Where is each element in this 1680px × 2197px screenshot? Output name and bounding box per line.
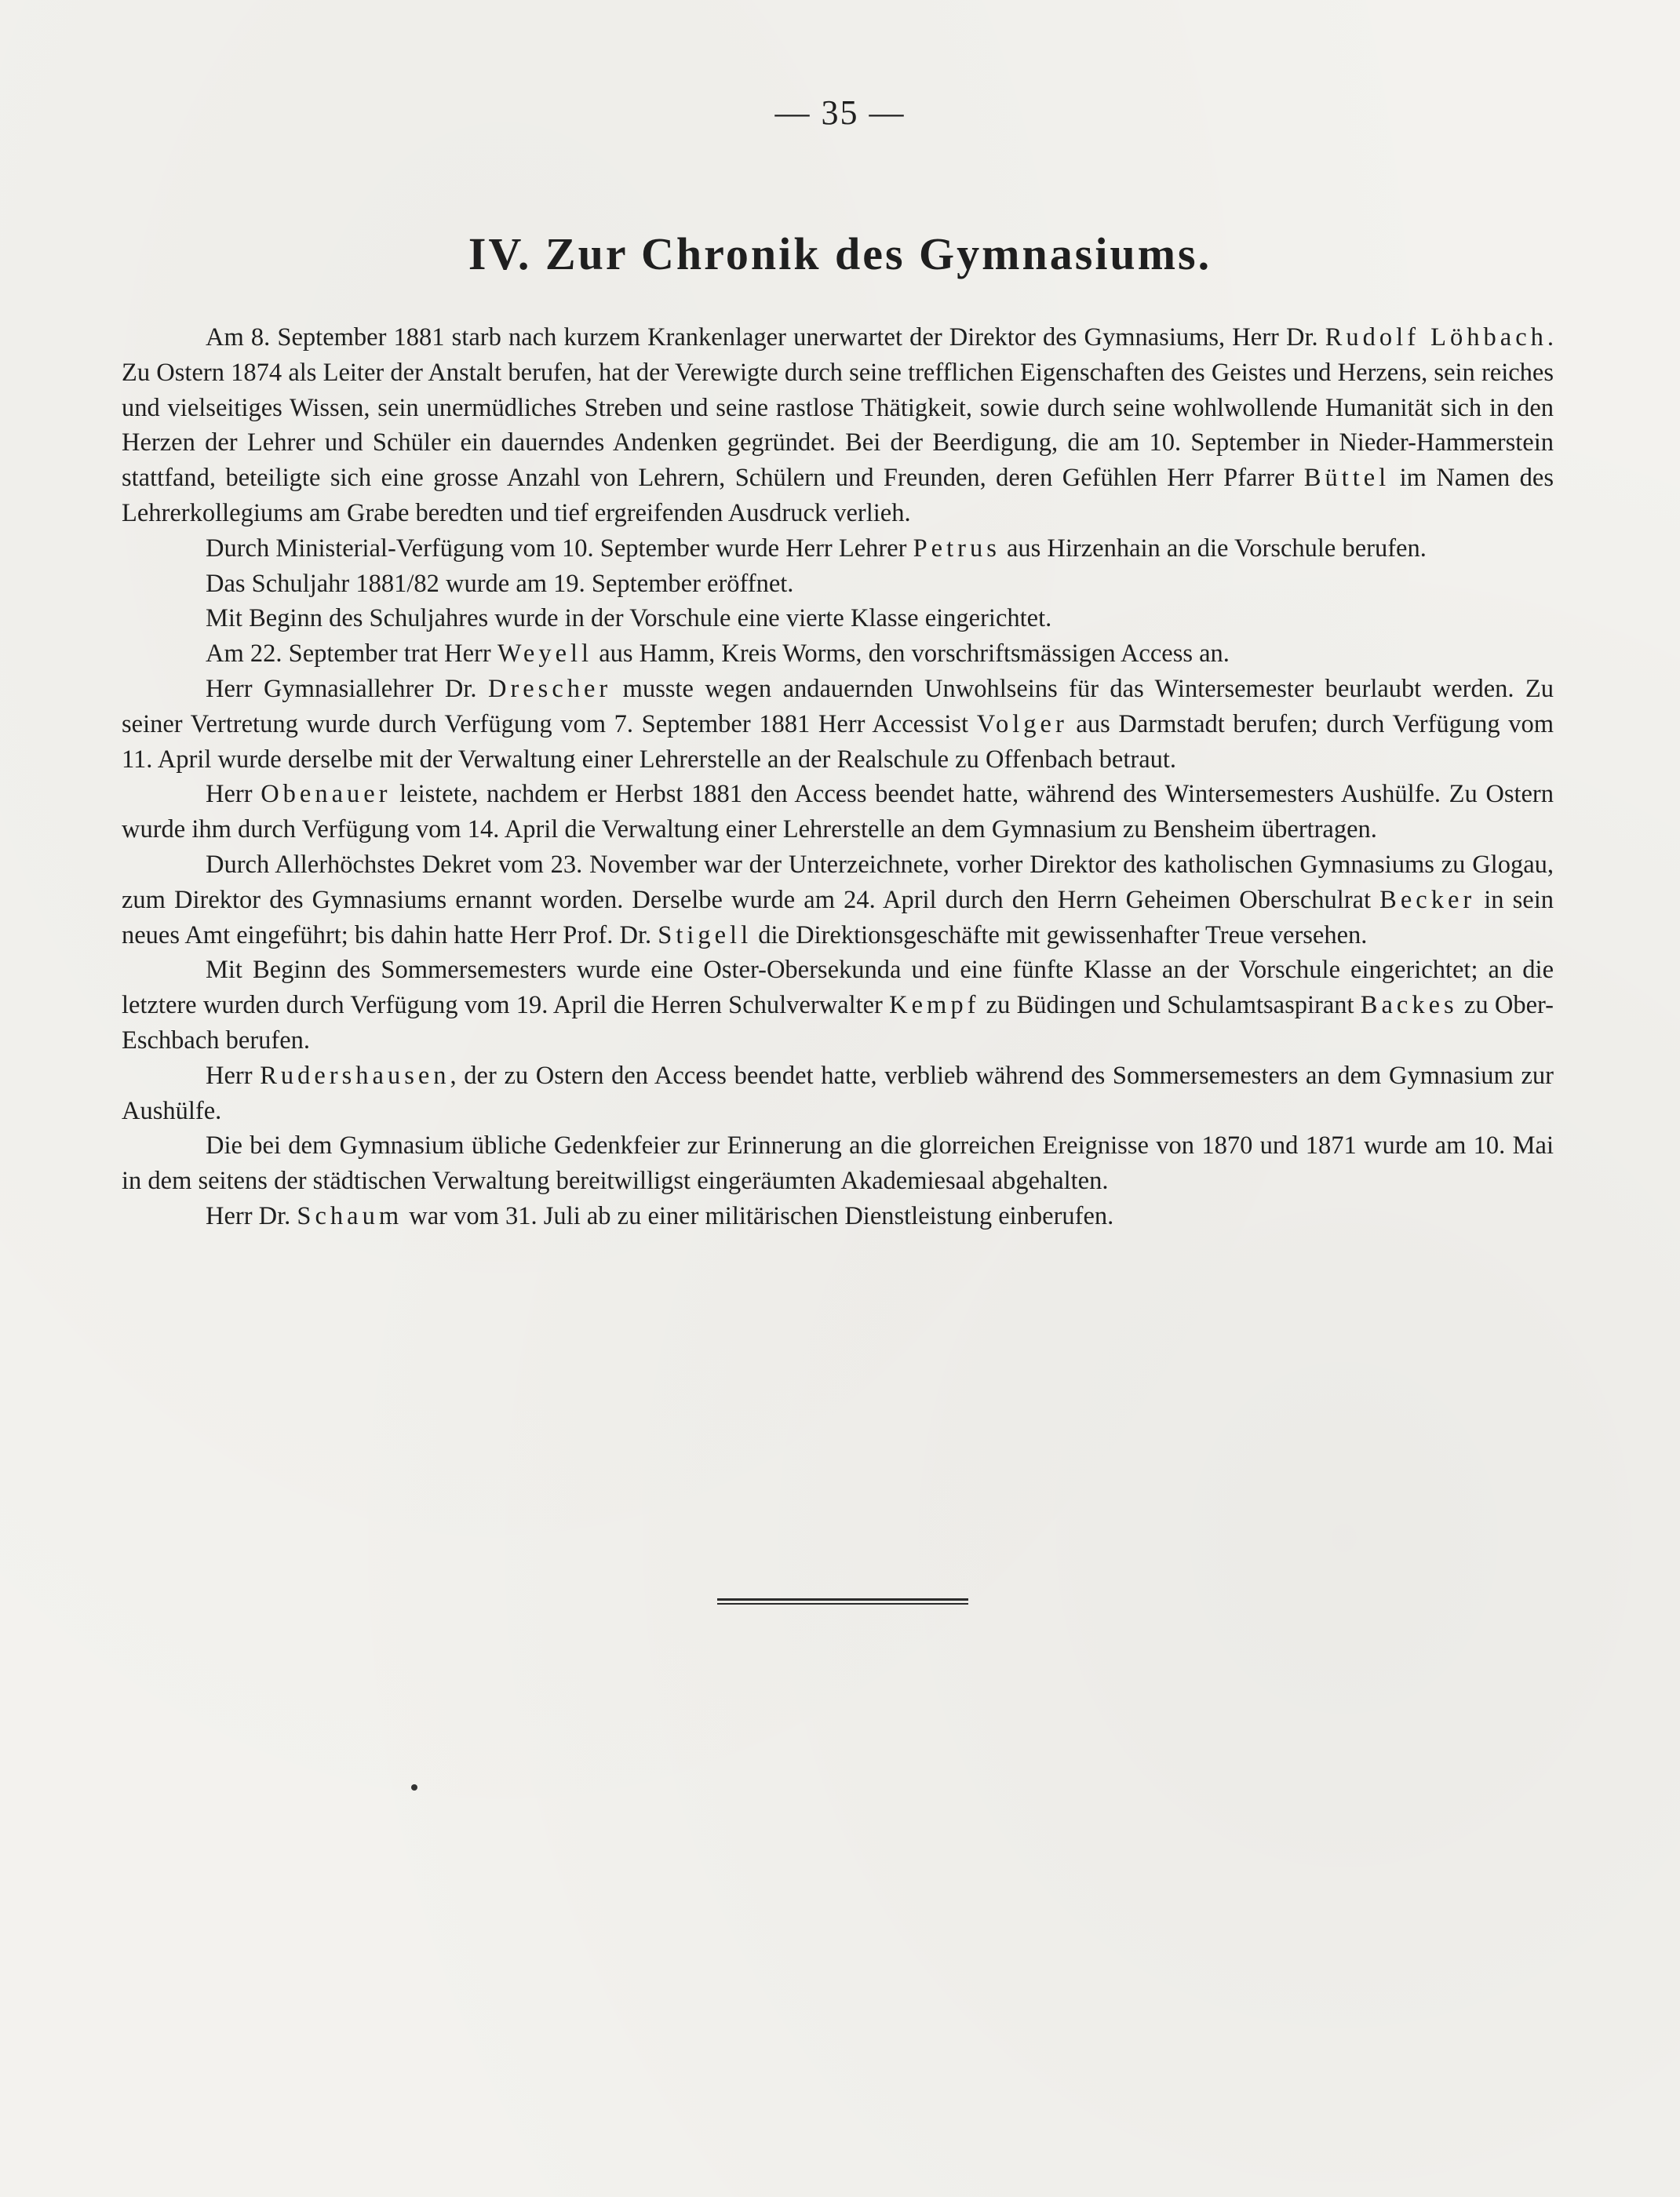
paragraph-text: aus Hamm, Kreis Worms, den vorschriftsmässigen Access an. <box>592 639 1230 669</box>
paragraph-text: Herr <box>206 780 261 809</box>
paragraph-text: Das Schuljahr 1881/82 wurde am 19. September eröffnet. <box>206 569 794 598</box>
spaced-name: Schaum <box>297 1201 403 1230</box>
paragraph-text: musste wegen andauernden Unwohlseins für das Wintersemester beurlaubt werden. Zu seiner Vertretung wurde durch Verfügung vom 7. September 1881 Herr Accessist <box>122 674 1554 738</box>
paragraph-text: in sein neues Amt eingeführt; bis dahin hatte Herr Prof. Dr. <box>122 885 1554 949</box>
paragraph-text: Die bei dem Gymnasium übliche Gedenkfeier zur Erinnerung an die glorreichen Ereignisse von 1870 und 1871 wurde am 10. Mai in dem seitens der städtischen Verwaltung bereitwilligst eingeräumten Akademiesaal abgehalten. <box>122 1131 1554 1196</box>
paragraph-text: Herr Gymnasiallehrer Dr. <box>206 674 488 703</box>
spaced-name: Weyell <box>497 639 593 669</box>
spaced-name: Backes <box>1360 991 1458 1020</box>
paragraph-text: Am 8. September 1881 starb nach kurzem Krankenlager unerwartet der Direktor des Gymnasiums, Herr Dr. <box>206 323 1325 352</box>
paragraph-text: , der zu Ostern den Access beendet hatte, verblieb während des Sommersemesters an dem Gymnasium zur Aushülfe. <box>122 1061 1554 1125</box>
paragraph <box>122 601 1554 636</box>
spaced-name: Kempf <box>889 991 980 1020</box>
paragraph-text: Am 22. September trat Herr <box>206 639 497 669</box>
paragraph <box>122 777 1554 847</box>
paragraph-text: Durch Ministerial-Verfügung vom 10. September wurde Herr Lehrer <box>206 534 913 563</box>
spaced-name: Obenauer <box>261 780 392 809</box>
page-number: — 35 — <box>774 93 906 132</box>
paragraph-text: die Direktionsgeschäfte mit gewissenhafter Treue versehen. <box>752 920 1368 949</box>
paragraph <box>122 847 1554 953</box>
paragraph-text: aus Darmstadt berufen; durch Verfügung vom 11. April wurde derselbe mit der Verwaltung einer Lehrerstelle an der Realschule zu Offenbach betraut. <box>122 709 1554 774</box>
rule-line-bottom <box>717 1603 968 1605</box>
paragraph-text: Herr Dr. <box>206 1201 297 1230</box>
paragraph-text: war vom 31. Juli ab zu einer militärischen Dienstleistung einberufen. <box>403 1201 1114 1230</box>
rule-line-top <box>717 1598 968 1601</box>
spaced-name: Petrus <box>913 534 1000 563</box>
spaced-name: Stigell <box>658 920 753 949</box>
paragraph-text: Herr <box>206 1061 261 1090</box>
paragraph-text: aus Hirzenhain an die Vorschule berufen. <box>1000 534 1427 563</box>
paragraph-text: im Namen des Lehrerkollegiums am Grabe beredten und tief ergreifenden Ausdruck verlieh. <box>122 464 1554 527</box>
spaced-name: Drescher <box>487 674 612 703</box>
spaced-name: Rudershausen <box>260 1061 450 1090</box>
paragraph-text: Mit Beginn des Schuljahres wurde in der Vorschule eine vierte Klasse eingerichtet. <box>206 604 1052 633</box>
paragraph <box>122 1199 1554 1234</box>
paragraph-text: zu Ober-Eschbach berufen. <box>122 991 1554 1055</box>
paragraph-text: zu Büdingen und Schulamtsaspirant <box>979 991 1361 1020</box>
spaced-name: Volger <box>976 709 1068 738</box>
ink-speck <box>411 1784 417 1791</box>
paragraph-text: leistete, nachdem er Herbst 1881 den Access beendet hatte, während des Wintersemesters Aushülfe. Zu Ostern wurde ihm durch Verfügung vom 14. April die Verwaltung einer Lehrerstelle an dem Gymnasium zu Bensheim übertragen. <box>122 780 1554 844</box>
paragraph-text: Durch Allerhöchstes Dekret vom 23. November war der Unterzeichnete, vorher Direktor des katholischen Gymnasiums zu Glogau, zum Direktor des Gymnasiums ernannt worden. Derselbe wurde am 24. April durch den Herrn Geheimen Oberschulrat <box>122 850 1554 914</box>
spaced-name: Rudolf Löhbach <box>1325 323 1547 352</box>
section-title: IV. Zur Chronik des Gymnasiums. <box>468 228 1212 279</box>
paragraph-text: . Zu Ostern 1874 als Leiter der Anstalt berufen, hat der Verewigte durch seine trefflichen Eigenschaften des Geistes und Herzens, sein reiches und vielseitiges Wissen, sein unermüdliches Streben und seine rastlose Thätigkeit, sowie durch seine wohlwollende Humanität sich in den Herzen der Lehrer und Schüler ein dauerndes Andenken gegründet. Bei der Beerdigung, die am 10. September in Nieder-Hammerstein stattfand, beteiligte sich eine grosse Anzahl von Lehrern, Schülern und Freunden, deren Gefühlen Herr Pfarrer <box>122 323 1554 493</box>
chronicle-body <box>122 320 1554 1234</box>
paragraph <box>122 672 1554 777</box>
spaced-name: Büttel <box>1303 464 1390 493</box>
paragraph <box>122 636 1554 672</box>
paragraph <box>122 1128 1554 1199</box>
paragraph <box>122 1058 1554 1129</box>
paragraph-text: Mit Beginn des Sommersemesters wurde eine Oster-Obersekunda und eine fünfte Klasse an der Vorschule eingerichtet; an die letztere wurden durch Verfügung vom 19. April die Herren Schulverwalter <box>122 956 1554 1020</box>
paragraph <box>122 567 1554 602</box>
spaced-name: Becker <box>1379 885 1476 914</box>
closing-double-rule <box>717 1598 968 1606</box>
paragraph <box>122 953 1554 1058</box>
paragraph <box>122 320 1554 531</box>
paragraph <box>122 531 1554 567</box>
